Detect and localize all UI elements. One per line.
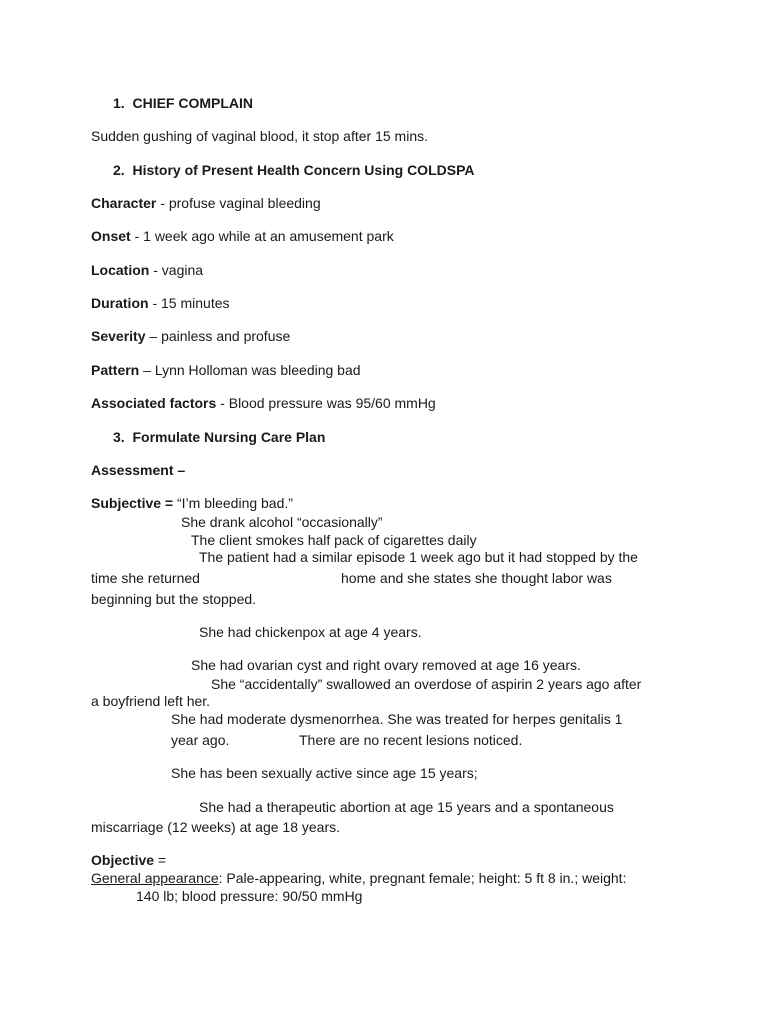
coldspa-location	[91, 261, 203, 279]
subjective-item: miscarriage (12 weeks) at age 18 years.	[91, 819, 340, 835]
general-appearance-label: General appearance	[91, 870, 219, 886]
coldspa-label: Severity	[91, 328, 146, 344]
section-1-title: CHIEF COMPLAIN	[132, 95, 254, 111]
coldspa-sep: –	[145, 328, 162, 344]
subjective-item: She had moderate dysmenorrhea. She was treated for herpes genitalis 1	[171, 711, 623, 727]
objective-line	[91, 851, 166, 869]
coldspa-label: Onset	[91, 228, 131, 244]
coldspa-value: profuse vaginal bleeding	[168, 195, 321, 211]
objective-label: Objective	[91, 852, 155, 868]
section-3-heading	[113, 428, 325, 446]
coldspa-duration	[91, 294, 230, 312]
coldspa-label: Character	[91, 195, 157, 211]
subjective-label: Subjective =	[91, 495, 174, 511]
subjective-item: time she returned	[91, 570, 200, 586]
subjective-line	[91, 494, 293, 512]
section-2-title: History of Present Health Concern Using COLDSPA	[132, 162, 475, 178]
coldspa-severity	[91, 327, 290, 345]
subjective-item: She had ovarian cyst and right ovary removed at age 16 years.	[191, 657, 581, 673]
coldspa-value: 1 week ago while at an amusement park	[143, 228, 394, 244]
coldspa-value: Blood pressure was 95/60 mmHg	[228, 395, 436, 411]
coldspa-value: painless and profuse	[161, 328, 291, 344]
coldspa-associated-factors	[91, 394, 436, 412]
subjective-quote: “I’m bleeding bad.”	[173, 495, 293, 511]
coldspa-label: Duration	[91, 295, 149, 311]
coldspa-sep: -	[156, 195, 169, 211]
subjective-item: She had a therapeutic abortion at age 15 years and a spontaneous	[199, 799, 614, 815]
coldspa-sep: -	[130, 228, 144, 244]
subjective-item: There are no recent lesions noticed.	[299, 732, 523, 748]
objective-eq: =	[154, 852, 167, 868]
section-2-heading	[113, 161, 474, 179]
subjective-item: The client smokes half pack of cigarettes daily	[191, 532, 477, 548]
coldspa-character	[91, 194, 321, 212]
coldspa-sep: -	[148, 295, 162, 311]
general-appearance-text: : Pale-appearing, white, pregnant female; height: 5 ft 8 in.; weight:	[218, 870, 627, 886]
assessment-label: Assessment –	[91, 462, 186, 478]
subjective-item: beginning but the stopped.	[91, 591, 257, 607]
subjective-item: year ago.	[171, 732, 230, 748]
subjective-item: She has been sexually active since age 15 years;	[171, 765, 478, 781]
general-appearance-line-2: 140 lb; blood pressure: 90/50 mmHg	[136, 888, 363, 904]
coldspa-onset	[91, 227, 394, 245]
subjective-item: The patient had a similar episode 1 week ago but it had stopped by the	[199, 549, 638, 565]
subjective-item: She “accidentally” swallowed an overdose of aspirin 2 years ago after	[211, 676, 642, 692]
chief-complaint-text: Sudden gushing of vaginal blood, it stop after 15 mins.	[91, 128, 428, 144]
coldspa-value: Lynn Holloman was bleeding bad	[154, 362, 361, 378]
general-appearance-line	[91, 869, 626, 887]
section-3-number: 3.	[113, 429, 125, 445]
section-1-number: 1.	[113, 95, 125, 111]
coldspa-label: Pattern	[91, 362, 140, 378]
subjective-item: home and she states she thought labor was	[341, 570, 612, 586]
coldspa-sep: -	[216, 395, 229, 411]
section-3-title: Formulate Nursing Care Plan	[132, 429, 326, 445]
section-1-heading	[113, 94, 253, 112]
subjective-item: She had chickenpox at age 4 years.	[199, 624, 422, 640]
subjective-item: She drank alcohol “occasionally”	[181, 514, 383, 530]
coldspa-sep: –	[139, 362, 155, 378]
section-2-number: 2.	[113, 162, 125, 178]
coldspa-value: vagina	[161, 262, 204, 278]
coldspa-value: 15 minutes	[161, 295, 230, 311]
coldspa-pattern	[91, 361, 361, 379]
coldspa-sep: -	[149, 262, 162, 278]
subjective-item: a boyfriend left her.	[91, 693, 211, 709]
coldspa-label: Associated factors	[91, 395, 217, 411]
coldspa-label: Location	[91, 262, 150, 278]
